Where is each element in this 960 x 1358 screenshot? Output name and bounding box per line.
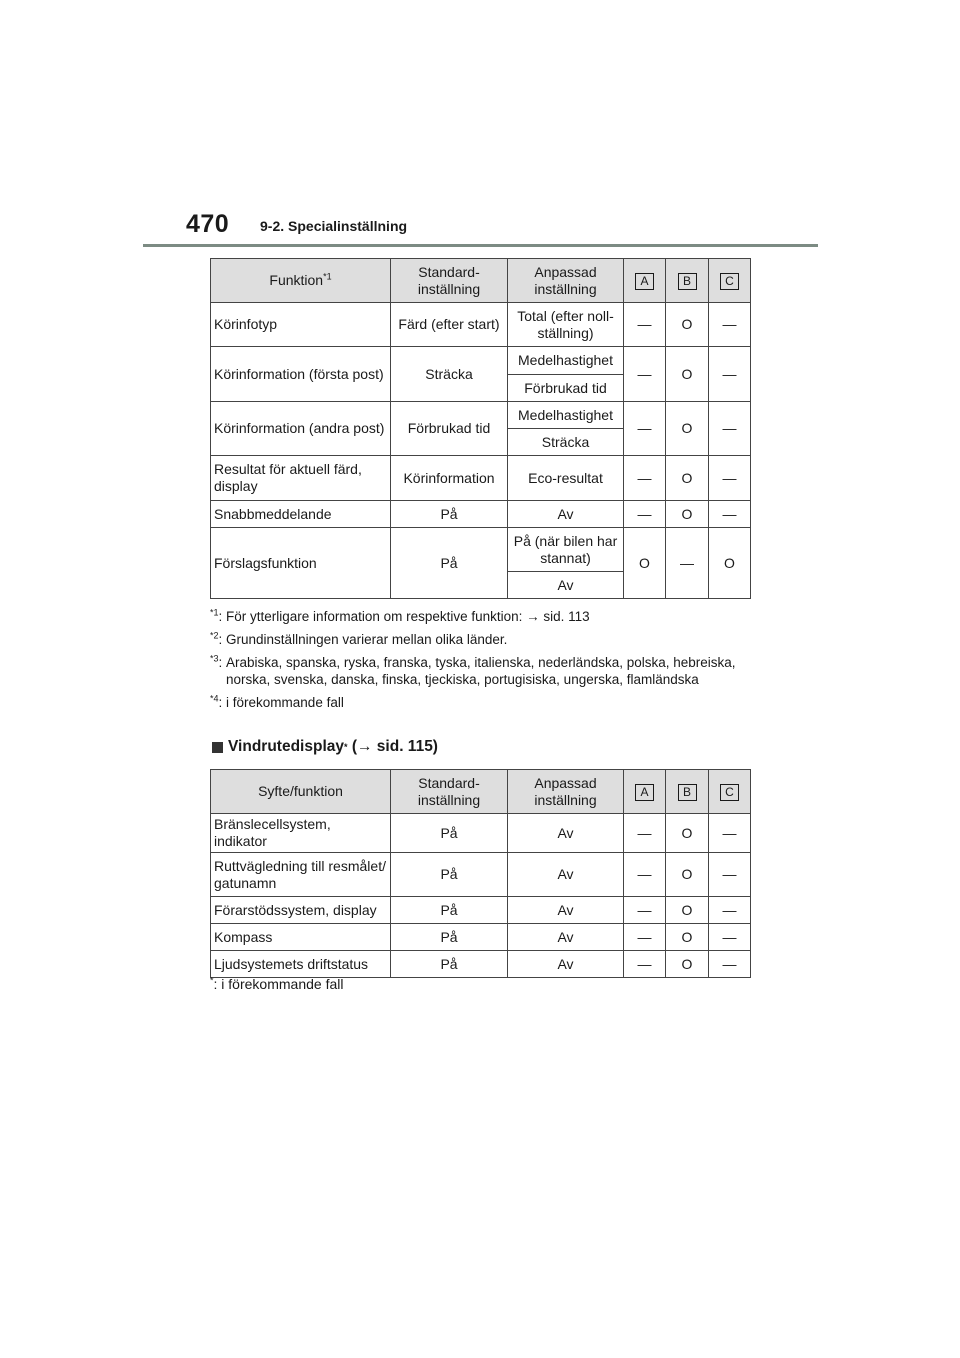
footnote: $^{*2}$: Grundinställningen varierar mellan olika länder.	[210, 630, 508, 647]
cell-custom: Medelhastighet	[508, 402, 624, 429]
cell-b: O	[666, 814, 709, 853]
table-header-row	[211, 770, 751, 814]
cell-function: Bränslecellsystem, indikator	[211, 814, 391, 853]
cell-a: —	[624, 897, 666, 924]
table-row	[211, 924, 751, 951]
cell-default: På	[391, 528, 508, 599]
cell-function: Körinformation (andra post)	[211, 402, 391, 456]
header-custom: Anpassad inställning	[508, 259, 624, 303]
footnote-availability: *: i förekommande fall	[210, 975, 344, 992]
cell-default: På	[391, 897, 508, 924]
table-row	[211, 303, 751, 347]
cell-function: Förarstödssystem, display	[211, 897, 391, 924]
cell-default: Färd (efter start)	[391, 303, 508, 347]
cell-b: O	[666, 303, 709, 347]
cell-b: O	[666, 347, 709, 402]
cell-b: O	[666, 402, 709, 456]
header-divider	[143, 244, 818, 247]
header-custom: Anpassad inställning	[508, 770, 624, 814]
table-row	[211, 528, 751, 572]
cell-a: —	[624, 853, 666, 897]
cell-a: —	[624, 814, 666, 853]
cell-function: Ruttvägledning till resmålet/ gatunamn	[211, 853, 391, 897]
table-row	[211, 814, 751, 853]
settings-table-2	[210, 769, 751, 978]
cell-custom: Eco-resultat	[508, 456, 624, 501]
cell-c: —	[709, 456, 751, 501]
cell-a: —	[624, 347, 666, 402]
cell-function: Ljudsystemets driftstatus	[211, 951, 391, 978]
cell-c: —	[709, 402, 751, 456]
cell-custom: Av	[508, 951, 624, 978]
cell-a: —	[624, 303, 666, 347]
cell-default: Förbrukad tid	[391, 402, 508, 456]
cell-a: O	[624, 528, 666, 599]
table-header-row	[211, 259, 751, 303]
cell-b: O	[666, 853, 709, 897]
header-a: A	[624, 770, 666, 814]
cell-a: —	[624, 924, 666, 951]
cell-custom: Av	[508, 897, 624, 924]
table-row	[211, 402, 751, 429]
cell-custom: Av	[508, 572, 624, 599]
footnote: $^{*4}$: i förekommande fall	[210, 693, 344, 710]
cell-a: —	[624, 402, 666, 456]
cell-default: På	[391, 814, 508, 853]
header-b: B	[666, 770, 709, 814]
cell-custom: Total (efter noll- ställning)	[508, 303, 624, 347]
table-row	[211, 897, 751, 924]
cell-function: Resultat för aktuell färd, display	[211, 456, 391, 501]
cell-default: Sträcka	[391, 347, 508, 402]
cell-function: Körinformation (första post)	[211, 347, 391, 402]
cell-c: —	[709, 501, 751, 528]
subheading-head-up-display: Vindrutedisplay * (→ sid. 115)	[212, 738, 438, 756]
cell-custom: Av	[508, 501, 624, 528]
footnote: $^{*3}$: Arabiska, spanska, ryska, franska, tyska, italienska, nederländska, polska, hebreiska, norska, svenska, danska, finska, tjeckiska, portugisiska, ungerska, flamländska	[210, 653, 736, 687]
cell-custom: Av	[508, 814, 624, 853]
cell-c: —	[709, 814, 751, 853]
cell-function: Förslagsfunktion	[211, 528, 391, 599]
table-row	[211, 347, 751, 375]
cell-custom: Medelhastighet	[508, 347, 624, 375]
header-c: C	[709, 259, 751, 303]
cell-custom: På (när bilen har stannat)	[508, 528, 624, 572]
page-number: 470	[186, 210, 230, 238]
footnote: $^{*1}$: För ytterligare information om respektive funktion: → sid. 113	[210, 607, 590, 624]
settings-table-1	[210, 258, 751, 599]
cell-function: Körinfotyp	[211, 303, 391, 347]
header-function: Syfte/funktion	[211, 770, 391, 814]
header-default: Standard- inställning	[391, 770, 508, 814]
cell-c: O	[709, 528, 751, 599]
cell-default: Körinformation	[391, 456, 508, 501]
cell-c: —	[709, 303, 751, 347]
cell-default: På	[391, 924, 508, 951]
cell-function: Kompass	[211, 924, 391, 951]
cell-b: —	[666, 528, 709, 599]
cell-default: På	[391, 501, 508, 528]
cell-b: O	[666, 951, 709, 978]
cell-a: —	[624, 501, 666, 528]
header-c: C	[709, 770, 751, 814]
table-row	[211, 853, 751, 897]
cell-c: —	[709, 951, 751, 978]
cell-c: —	[709, 897, 751, 924]
cell-c: —	[709, 853, 751, 897]
cell-b: O	[666, 897, 709, 924]
cell-custom: Av	[508, 924, 624, 951]
header-a: A	[624, 259, 666, 303]
footnotes	[210, 608, 770, 717]
table-row	[211, 456, 751, 501]
table-row	[211, 501, 751, 528]
header-function: Funktion$^{*1}$	[211, 259, 391, 303]
cell-custom: Av	[508, 853, 624, 897]
cell-custom: Sträcka	[508, 429, 624, 456]
cell-function: Snabbmeddelande	[211, 501, 391, 528]
header-default: Standard- inställning	[391, 259, 508, 303]
cell-b: O	[666, 924, 709, 951]
page-reference: (→ sid. 115)	[351, 738, 438, 755]
table-row	[211, 951, 751, 978]
cell-custom: Förbrukad tid	[508, 375, 624, 402]
cell-b: O	[666, 501, 709, 528]
square-bullet-icon	[212, 742, 223, 753]
section-title: 9-2. Specialinställning	[260, 218, 408, 234]
cell-c: —	[709, 347, 751, 402]
cell-c: —	[709, 924, 751, 951]
cell-a: —	[624, 951, 666, 978]
cell-default: På	[391, 951, 508, 978]
cell-default: På	[391, 853, 508, 897]
cell-a: —	[624, 456, 666, 501]
header-b: B	[666, 259, 709, 303]
cell-b: O	[666, 456, 709, 501]
